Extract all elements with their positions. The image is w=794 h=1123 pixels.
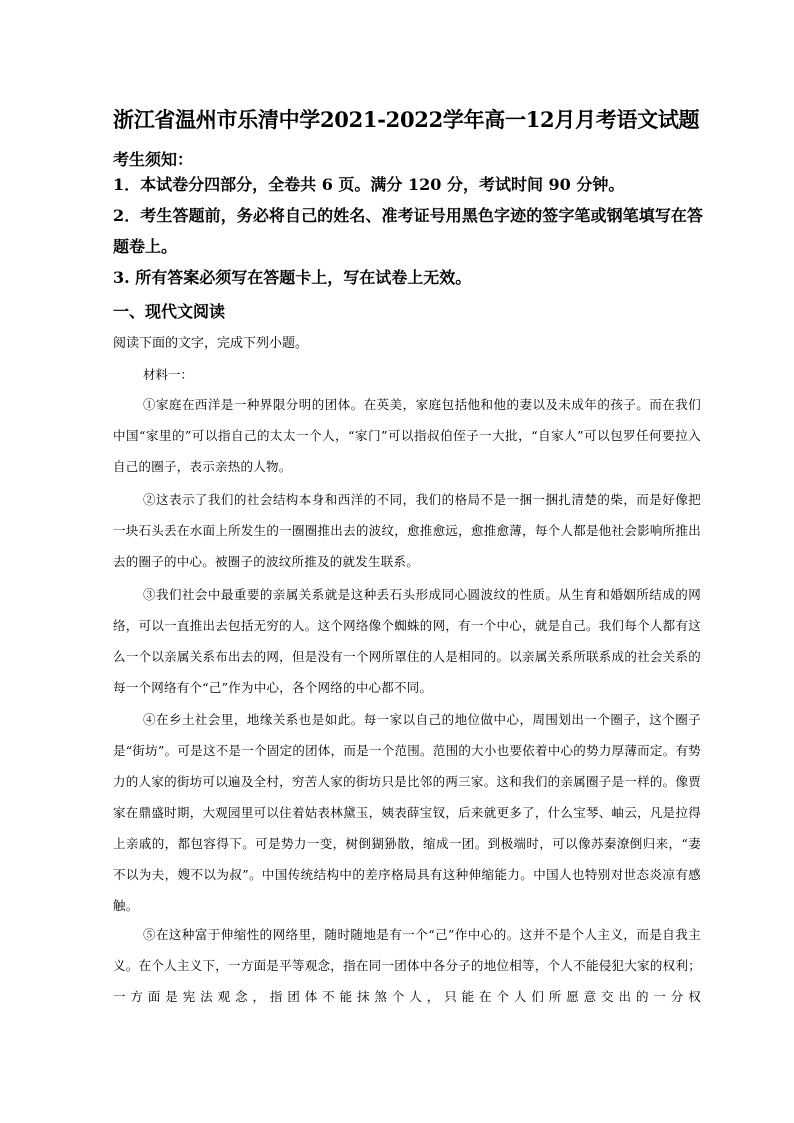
paragraph-1: ①家庭在西洋是一种界限分明的团体。在英美，家庭包括他和他的妻以及未成年的孩子。而在我们中国“家里的”可以指自己的太太一个人，“家门”可以指叔伯侄子一大批，“自家人”可以包罗任何要拉入自己的圈子，表示亲热的人物。 (113, 397, 701, 474)
paragraph-5: ⑤在这种富于伸缩性的网络里，随时随地是有一个“己”作中心的。这并不是个人主义，而是自我主义。在个人主义下，一方面是平等观念，指在同一团体中各分子的地位相等，个人不能侵犯大家的权利；一方面是宪法观念，指团体不能抹煞个人，只能在个人们所愿意交出的一分权 (113, 927, 701, 1004)
reading-instruction: 阅读下面的文字，完成下列小题。 (113, 336, 309, 351)
notice-item-2: 2．考生答题前，务必将自己的姓名、准考证号用黑色字迹的签字笔或钢笔填写在答题卷上。 (113, 206, 703, 256)
material-label: 材料一： (143, 367, 194, 382)
notice-item-1: 1．本试卷分四部分，全卷共 6 页。满分 120 分，考试时间 90 分钟。 (113, 175, 625, 194)
paragraph-3: ③我们社会中最重要的亲属关系就是这种丢石头形成同心圆波纹的性质。从生育和婚姻所结成的网络，可以一直推出去包括无穷的人。这个网络像个蜘蛛的网，有一个中心，就是自己。我们每个人都有这么一个以亲属关系布出去的网，但是没有一个网所罩住的人是相同的。以亲属关系所联系成的社会关系的每一个网络有个“己”作为中心，各个网络的中心都不同。 (113, 587, 701, 695)
paragraph-4: ④在乡土社会里，地缘关系也是如此。每一家以自己的地位做中心，周围划出一个圈子，这个圈子是“街坊”。可是这不是一个固定的团体，而是一个范围。范围的大小也要依着中心的势力厚薄而定。有势力的人家的街坊可以遍及全村，穷苦人家的街坊只是比邻的两三家。这和我们的亲属圈子是一样的。像贾家在鼎盛时期，大观园里可以住着姑表林黛玉，姨表薛宝钗，后来就更多了，什么宝琴、岫云，凡是拉得上亲戚的，都包容得下。可是势力一变，树倒猢狲散，缩成一团。到极端时，可以像苏秦潦倒归来，“妻不以为夫，嫂不以为叔”。中国传统结构中的差序格局具有这种伸缩能力。中国人也特别对世态炎凉有感触。 (113, 712, 701, 913)
notice-item-3: 3. 所有答案必须写在答题卡上，写在试卷上无效。 (113, 268, 472, 287)
notice-heading: 考生须知： (113, 150, 194, 169)
exam-title: 浙江省温州市乐清中学2021-2022学年高一12月月考语文试题 (113, 107, 700, 132)
paragraph-2: ②这表示了我们的社会结构本身和西洋的不同，我们的格局不是一捆一捆扎清楚的柴，而是好像把一块石头丢在水面上所发生的一圈圈推出去的波纹，愈推愈远，愈推愈薄，每个人都是他社会影响所推出去的圈子的中心。被圈子的波纹所推及的就发生联系。 (113, 492, 701, 569)
section-heading: 一、现代文阅读 (113, 302, 226, 321)
